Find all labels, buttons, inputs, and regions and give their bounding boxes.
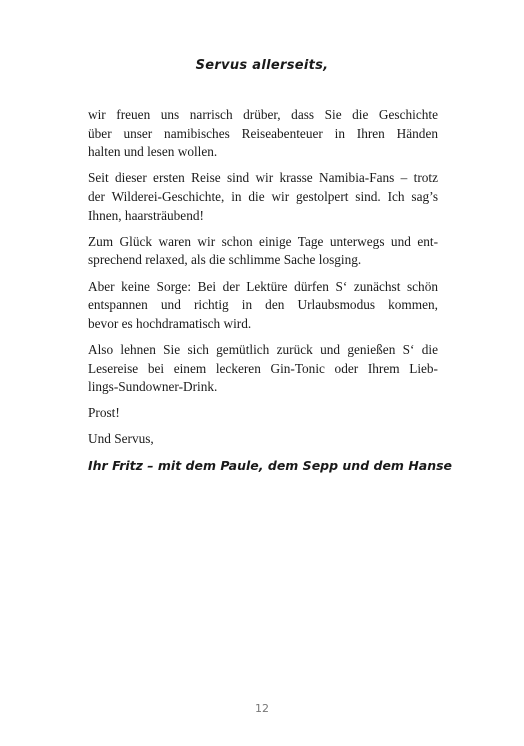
text-line: Seit dieser ersten Reise sind wir krasse Namibia-Fans – trotz: [88, 170, 438, 186]
text-line: über unser namibisches Reiseabenteuer in Ihren Händen: [88, 125, 438, 141]
text-line: lings-Sundowner-Drink.: [88, 379, 218, 395]
text-line: Lesereise bei einem leckeren Gin-Tonic oder Ihrem Lieb-: [88, 360, 438, 376]
text-line: Zum Glück waren wir schon einige Tage unterwegs und ent-: [88, 233, 438, 249]
text-line: Prost!: [88, 405, 120, 421]
paragraph-7: [88, 430, 438, 449]
paragraph-3: [88, 233, 438, 270]
text-line: Ihnen, haarsträubend!: [88, 207, 204, 223]
text-line: sprechend relaxed, als die schlimme Sache losging.: [88, 252, 362, 268]
text-line: bevor es hochdramatisch wird.: [88, 315, 252, 331]
page-heading: Servus allerseits,: [195, 58, 329, 73]
text-line: der Wilderei-Geschichte, in die wir gestolpert sind. Ich sag’s: [88, 188, 438, 204]
text-line: Und Servus,: [88, 431, 154, 447]
paragraph-5: [88, 341, 438, 397]
text-line: Aber keine Sorge: Bei der Lektüre dürfen S‘ zunächst schön: [88, 278, 438, 294]
text-line: Also lehnen Sie sich gemütlich zurück und genießen S‘ die: [88, 341, 438, 357]
text-line: halten und lesen wollen.: [88, 144, 218, 160]
paragraph-1: [88, 106, 438, 162]
paragraph-4: [88, 278, 438, 334]
signature: Ihr Fritz – mit dem Paule, dem Sepp und dem Hanse: [88, 458, 453, 474]
text-line: entspannen und richtig in den Urlaubsmodus kommen,: [88, 297, 438, 313]
letter-body: [88, 106, 453, 476]
paragraph-6: [88, 404, 438, 423]
page-number: 12: [255, 702, 269, 715]
text-line: wir freuen uns narrisch drüber, dass Sie die Geschichte: [88, 107, 438, 122]
paragraph-2: [88, 169, 438, 225]
